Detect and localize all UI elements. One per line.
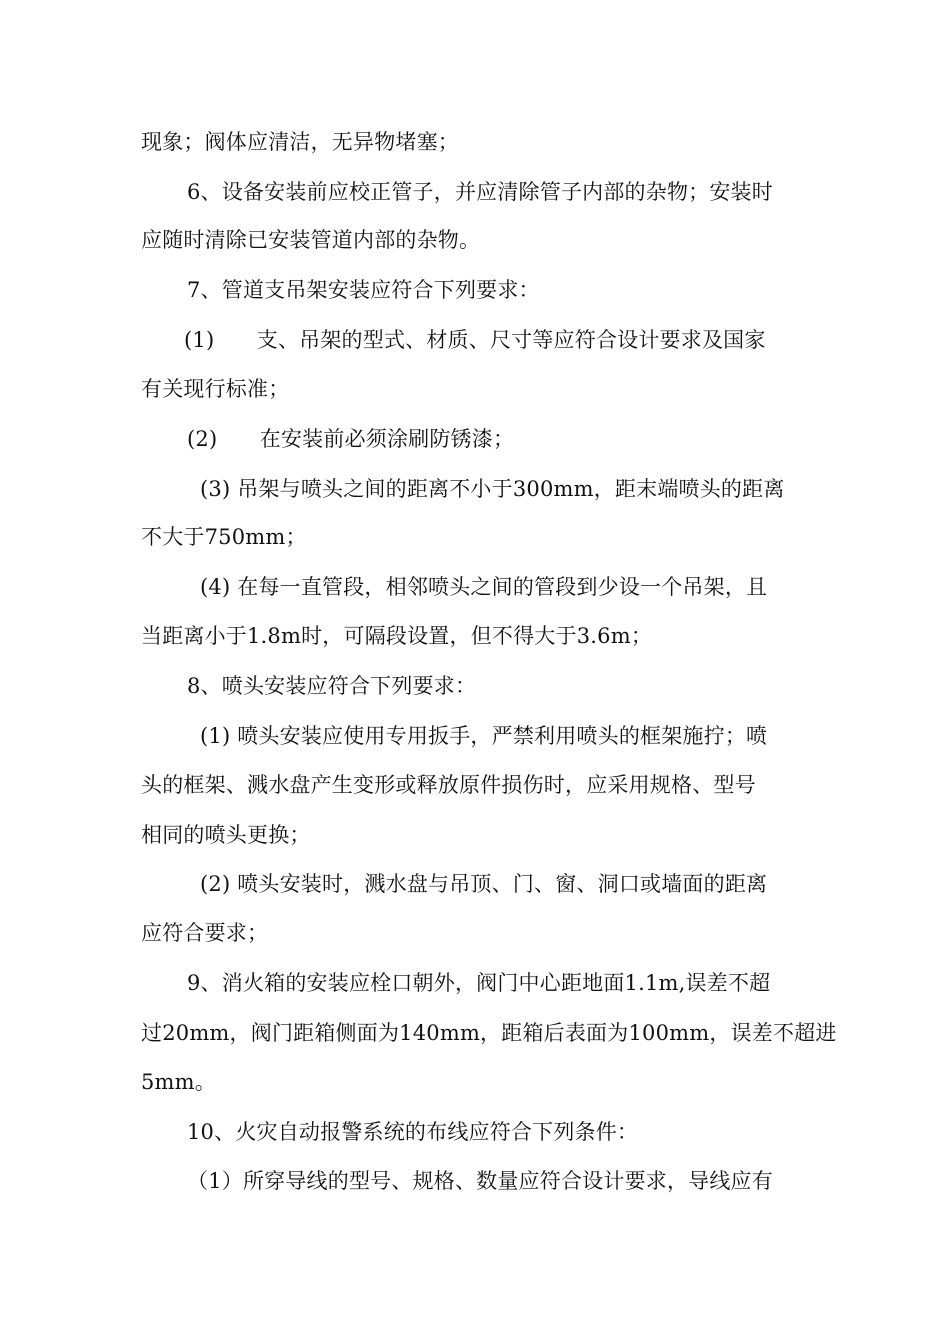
text-line: 有关现行标准； xyxy=(141,377,290,401)
text-line: 8、喷头安装应符合下列要求： xyxy=(187,674,477,698)
text-line: (2) 喷头安装时，溅水盘与吊顶、门、窗、洞口或墙面的距离 xyxy=(200,872,768,896)
text-line: 9、消火箱的安装应栓口朝外，阀门中心距地面1.1m,误差不超 xyxy=(187,971,771,995)
text-line: 6、设备安装前应校正管子，并应清除管子内部的杂物；安装时 xyxy=(187,180,773,204)
text-line: （1）所穿导线的型号、规格、数量应符合设计要求，导线应有 xyxy=(187,1169,773,1193)
text-line: (1) 喷头安装应使用专用扳手，严禁利用喷头的框架施拧；喷 xyxy=(200,724,768,748)
text-line: (1) 支、吊架的型式、材质、尺寸等应符合设计要求及国家 xyxy=(184,328,766,352)
text-line: 相同的喷头更换； xyxy=(141,823,311,847)
text-line: 过20mm，阀门距箱侧面为140mm，距箱后表面为100mm，误差不超进 xyxy=(141,1021,837,1045)
text-line: (3) 吊架与喷头之间的距离不小于300mm，距末端喷头的距离 xyxy=(200,477,785,501)
text-line: 头的框架、溅水盘产生变形或释放原件损伤时，应采用规格、型号 xyxy=(141,773,756,797)
text-line: 5mm。 xyxy=(141,1070,216,1094)
text-line: (4) 在每一直管段，相邻喷头之间的管段到少设一个吊架，且 xyxy=(200,575,768,599)
text-line: 7、管道支吊架安装应符合下列要求： xyxy=(187,278,540,302)
text-line: 10、火灾自动报警系统的布线应符合下列条件： xyxy=(187,1120,639,1144)
text-line: 当距离小于1.8m时，可隔段设置，但不得大于3.6m； xyxy=(141,624,653,648)
text-line: 现象；阀体应清洁，无异物堵塞； xyxy=(141,130,459,154)
text-line: 应随时清除已安装管道内部的杂物。 xyxy=(141,228,481,252)
text-line: 应符合要求； xyxy=(141,921,269,945)
text-line: (2) 在安装前必须涂刷防锈漆； xyxy=(187,427,515,451)
text-line: 不大于750mm； xyxy=(141,525,307,549)
